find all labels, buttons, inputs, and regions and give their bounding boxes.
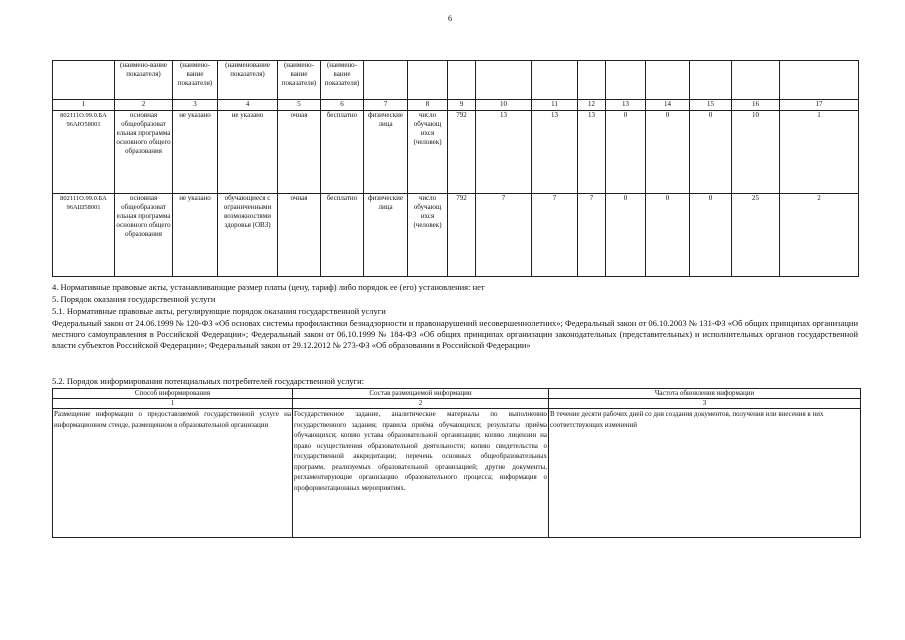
table-header-row — [53, 61, 859, 100]
column-number: 15 — [690, 100, 732, 111]
table-cell: 13 — [532, 111, 578, 194]
table-cell: бесплатно — [321, 194, 364, 277]
header-cell: Частота обновления информации — [549, 389, 861, 399]
header-cell: Способ информирования — [53, 389, 293, 399]
info-content: Государственное задание, аналитические материалы по выполнению государственного задания; правила приёма обучающихся; результаты приёма обучающихся; копию устава образовательной организации; копию лицензии на право осуществления образовательной деятельности; копию свидетельства о государственной аккредитации; перечень основных общеобразовательных программ, реализуемых образовательной организацией; другие документы, регламентирующие организацию образовательного процесса; информация о профориентационных мероприятиях. — [293, 409, 549, 538]
column-number: 13 — [606, 100, 646, 111]
table-cell: не указано — [218, 111, 278, 194]
table-cell: очная — [278, 111, 321, 194]
header-cell — [606, 61, 646, 100]
registry-code: 802111О.99.0.БА 96АЮ58001 — [53, 111, 115, 194]
column-number: 3 — [173, 100, 218, 111]
table-cell: 7 — [532, 194, 578, 277]
registry-code: 802111О.99.0.БА 96АШ58001 — [53, 194, 115, 277]
table-cell: число обучающ ихся (человек) — [408, 194, 448, 277]
header-cell — [646, 61, 690, 100]
section-5-1-text: Федеральный закон от 24.06.1999 № 120-ФЗ «Об основах системы профилактики безнадзорности и правонарушений несовершеннолетних»; Федеральный закон от 06.10.2003 № 131-ФЗ «Об общих принципах организации местного самоуправления в Российской Федерации»; Федеральный закон от 06.10.1999 № 184-ФЗ «Об общих принципах организации законодательных (представительных) и исполнительных органов государственной власти субъектов Российской Федерации»; Федеральный закон от 29.12.2012 № 273-ФЗ «Об образовании в Российской Федерации» — [52, 318, 858, 350]
table-cell: 0 — [606, 194, 646, 277]
section-5-1-heading: 5.1. Нормативные правовые акты, регулирующие порядок оказания государственной услуги — [52, 306, 386, 316]
header-cell — [732, 61, 780, 100]
header-cell — [532, 61, 578, 100]
header-cell — [408, 61, 448, 100]
information-table — [52, 388, 861, 538]
header-cell — [364, 61, 408, 100]
header-cell — [578, 61, 606, 100]
header-cell: (наимено-вание показателя) — [321, 61, 364, 100]
table-cell: число обучающ ихся (человек) — [408, 111, 448, 194]
header-cell — [476, 61, 532, 100]
column-number: 3 — [549, 399, 861, 409]
column-number: 14 — [646, 100, 690, 111]
table-cell: 7 — [578, 194, 606, 277]
column-number: 1 — [53, 100, 115, 111]
table-cell: не указано — [173, 194, 218, 277]
header-cell: Состав размещаемой информации — [293, 389, 549, 399]
table-cell: 25 — [732, 194, 780, 277]
column-number: 8 — [408, 100, 448, 111]
column-number: 6 — [321, 100, 364, 111]
column-number: 2 — [293, 399, 549, 409]
header-cell — [690, 61, 732, 100]
table-cell: не указано — [173, 111, 218, 194]
program-name: основная общеобразоват ельная программа основного общего образования — [115, 194, 173, 277]
header-cell: (наимено-вание показателя) — [278, 61, 321, 100]
column-number: 2 — [115, 100, 173, 111]
column-number: 17 — [780, 100, 859, 111]
column-number: 4 — [218, 100, 278, 111]
section-4-text: 4. Нормативные правовые акты, устанавливающие размер платы (цену, тариф) либо порядок ее (его) установления: нет — [52, 282, 485, 292]
table-cell: 0 — [690, 111, 732, 194]
table-cell: 0 — [646, 194, 690, 277]
table-cell: 0 — [606, 111, 646, 194]
column-number: 10 — [476, 100, 532, 111]
table-cell: 0 — [690, 194, 732, 277]
column-number: 9 — [448, 100, 476, 111]
table-cell: очная — [278, 194, 321, 277]
column-number: 12 — [578, 100, 606, 111]
program-name: основная общеобразоват ельная программа основного общего образования — [115, 111, 173, 194]
header-cell: (наимено-вание показателя) — [115, 61, 173, 100]
table-cell: физические лица — [364, 111, 408, 194]
column-numbers-row — [53, 399, 861, 409]
column-number: 1 — [53, 399, 293, 409]
table-cell: 2 — [780, 194, 859, 277]
section-5-heading: 5. Порядок оказания государственной услуги — [52, 294, 216, 304]
header-cell — [53, 61, 115, 100]
table-cell: 792 — [448, 111, 476, 194]
header-cell: (наименование показателя) — [218, 61, 278, 100]
column-number: 11 — [532, 100, 578, 111]
table-cell: физические лица — [364, 194, 408, 277]
table-cell: 0 — [646, 111, 690, 194]
column-number: 7 — [364, 100, 408, 111]
table-cell: 7 — [476, 194, 532, 277]
column-numbers-row — [53, 100, 859, 111]
info-method: Размещение информации о предоставляемой государственной услуге на информационном стенде, размещенном в образовательной организации — [53, 409, 293, 538]
table-row — [53, 194, 859, 277]
table-cell: обучающиеся с ограниченными возможностями здоровья (ОВЗ) — [218, 194, 278, 277]
section-5-2-heading: 5.2. Порядок информирования потенциальных потребителей государственной услуги: — [52, 376, 365, 386]
page-number: 6 — [448, 14, 452, 23]
table-cell: 13 — [476, 111, 532, 194]
column-number: 16 — [732, 100, 780, 111]
column-number: 5 — [278, 100, 321, 111]
table-cell: 1 — [780, 111, 859, 194]
table-cell: 792 — [448, 194, 476, 277]
table-row — [53, 111, 859, 194]
table-header-row — [53, 389, 861, 399]
indicators-table — [52, 60, 859, 277]
header-cell: (наимено-вание показателя) — [173, 61, 218, 100]
update-frequency: В течение десяти рабочих дней со дня создания документов, получения или внесения в них соответствующих изменений — [549, 409, 861, 538]
table-cell: бесплатно — [321, 111, 364, 194]
table-cell: 10 — [732, 111, 780, 194]
header-cell — [448, 61, 476, 100]
table-cell: 13 — [578, 111, 606, 194]
header-cell — [780, 61, 859, 100]
table-row — [53, 409, 861, 538]
